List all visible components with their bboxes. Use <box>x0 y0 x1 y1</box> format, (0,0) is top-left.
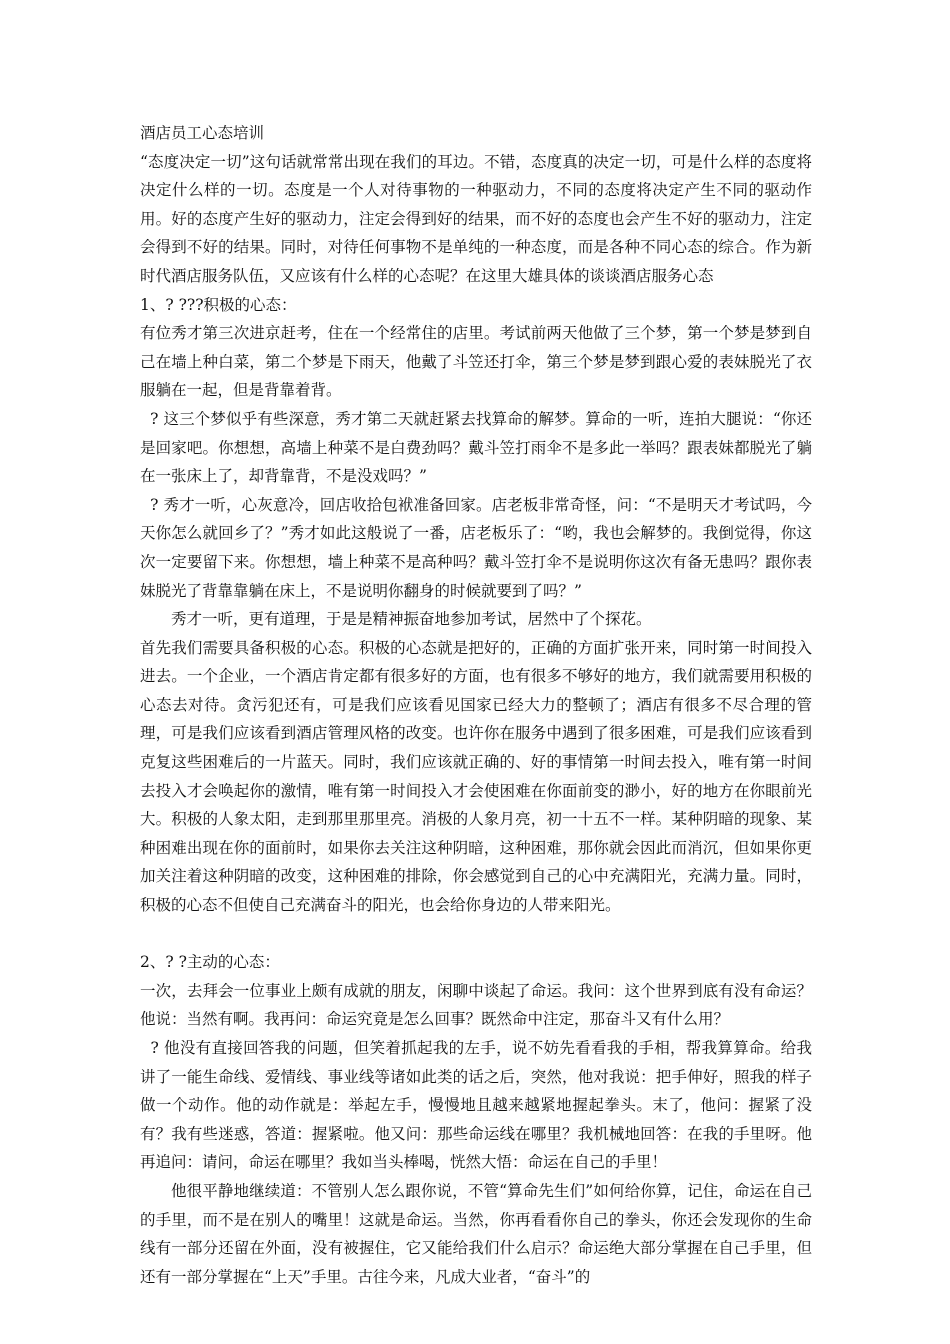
section-1-heading: 1、? ???积极的心态： <box>140 295 297 314</box>
section-1-paragraph-2: ? 这三个梦似乎有些深意，秀才第二天就赶紧去找算命的解梦。算命的一听，连拍大腿说：“你还是回家吧。你想想，高墙上种菜不是白费劲吗？戴斗笠打雨伞不是多此一举吗？跟表妹都脱光了躺在一张床上了，却背靠背，不是没戏吗？” <box>140 409 812 486</box>
section-1-paragraph-4: 秀才一听，更有道理，于是是精神振奋地参加考试，居然中了个探花。 <box>171 610 652 629</box>
section-1-paragraph-5: 首先我们需要具备积极的心态。积极的心态就是把好的，正确的方面扩张开来，同时第一时间投入进去。一个企业，一个酒店肯定都有很多好的方面，也有很多不够好的地方，我们就需要用积极的心态去对待。贪污犯还有，可是我们应该看见国家已经大力的整顿了；酒店有很多不尽合理的管理，可是我们应该看到酒店管理风格的改变。也许你在服务中遇到了很多困难，可是我们应该看到克复这些困难后的一片蓝天。同时，我们应该就正确的、好的事情第一时间去投入，唯有第一时间去投入才会唤起你的激情，唯有第一时间投入才会使困难在你面前变的渺小，好的地方在你眼前光大。积极的人象太阳，走到那里那里亮。消极的人象月亮，初一十五不一样。某种阴暗的现象、某种困难出现在你的面前时，如果你去关注这种阴暗，这种困难，那你就会因此而消沉，但如果你更加关注着这种阴暗的改变，这种困难的排除，你会感觉到自己的心中充满阳光，充满力量。同时，积极的心态不但使自己充满奋斗的阳光，也会给你身边的人带来阳光。 <box>140 638 812 915</box>
document-title: 酒店员工心态培训 <box>140 124 265 142</box>
section-2-paragraph-3: 他很平静地继续道：不管别人怎么跟你说，不管“算命先生们”如何给你算，记住，命运在自己的手里，而不是在别人的嘴里！这就是命运。当然，你再看看你自己的拳头，你还会发现你的生命线有一部分还留在外面，没有被握住，它又能给我们什么启示？命运绝大部分掌握在自己手里，但还有一部分掌握在“上天”手里。古往今来，凡成大业者，“奋斗”的 <box>140 1181 812 1286</box>
blank-line <box>140 920 812 949</box>
section-2-paragraph-1: 一次，去拜会一位事业上颇有成就的朋友，闲聊中谈起了命运。我问：这个世界到底有没有命运？他说：当然有啊。我再问：命运究竟是怎么回事？既然命中注定，那奋斗又有什么用？ <box>140 981 812 1029</box>
intro-paragraph: “态度决定一切”这句话就常常出现在我们的耳边。不错，态度真的决定一切，可是什么样的态度将决定什么样的一切。态度是一个人对待事物的一种驱动力，不同的态度将决定产生不同的驱动作用。好的态度产生好的驱动力，注定会得到好的结果，而不好的态度也会产生不好的驱动力，注定会得到不好的结果。同时，对待任何事物不是单纯的一种态度，而是各种不同心态的综合。作为新时代酒店服务队伍，又应该有什么样的心态呢？在这里大雄具体的谈谈酒店服务心态 <box>140 152 812 285</box>
section-2-heading: 2、? ?主动的心态： <box>140 953 280 972</box>
section-1-paragraph-1: 有位秀才第三次进京赶考，住在一个经常住的店里。考试前两天他做了三个梦，第一个梦是梦到自己在墙上种白菜，第二个梦是下雨天，他戴了斗笠还打伞，第三个梦是梦到跟心爱的表妹脱光了衣服躺在一起，但是背靠着背。 <box>140 324 812 400</box>
section-2-paragraph-2: ? 他没有直接回答我的问题，但笑着抓起我的左手，说不妨先看看我的手相，帮我算算命。给我讲了一能生命线、爱情线、事业线等诸如此类的话之后，突然，他对我说：把手伸好，照我的样子做一个动作。他的动作就是：举起左手，慢慢地且越来越紧地握起拳头。末了，他问：握紧了没有？我有些迷惑，答道：握紧啦。他又问：那些命运线在哪里？我机械地回答：在我的手里呀。他再追问：请问，命运在哪里？我如当头棒喝，恍然大悟：命运在自己的手里！ <box>140 1039 812 1172</box>
document-page <box>140 119 812 1291</box>
section-1-paragraph-3: ? 秀才一听，心灰意冷，回店收拾包袱准备回家。店老板非常奇怪，问：“不是明天才考试吗，今天你怎么就回乡了？”秀才如此这般说了一番，店老板乐了：“哟，我也会解梦的。我倒觉得，你这次一定要留下来。你想想，墙上种菜不是高种吗？戴斗笠打伞不是说明你这次有备无患吗？跟你表妹脱光了背靠靠躺在床上，不是说明你翻身的时候就要到了吗？” <box>140 495 812 600</box>
